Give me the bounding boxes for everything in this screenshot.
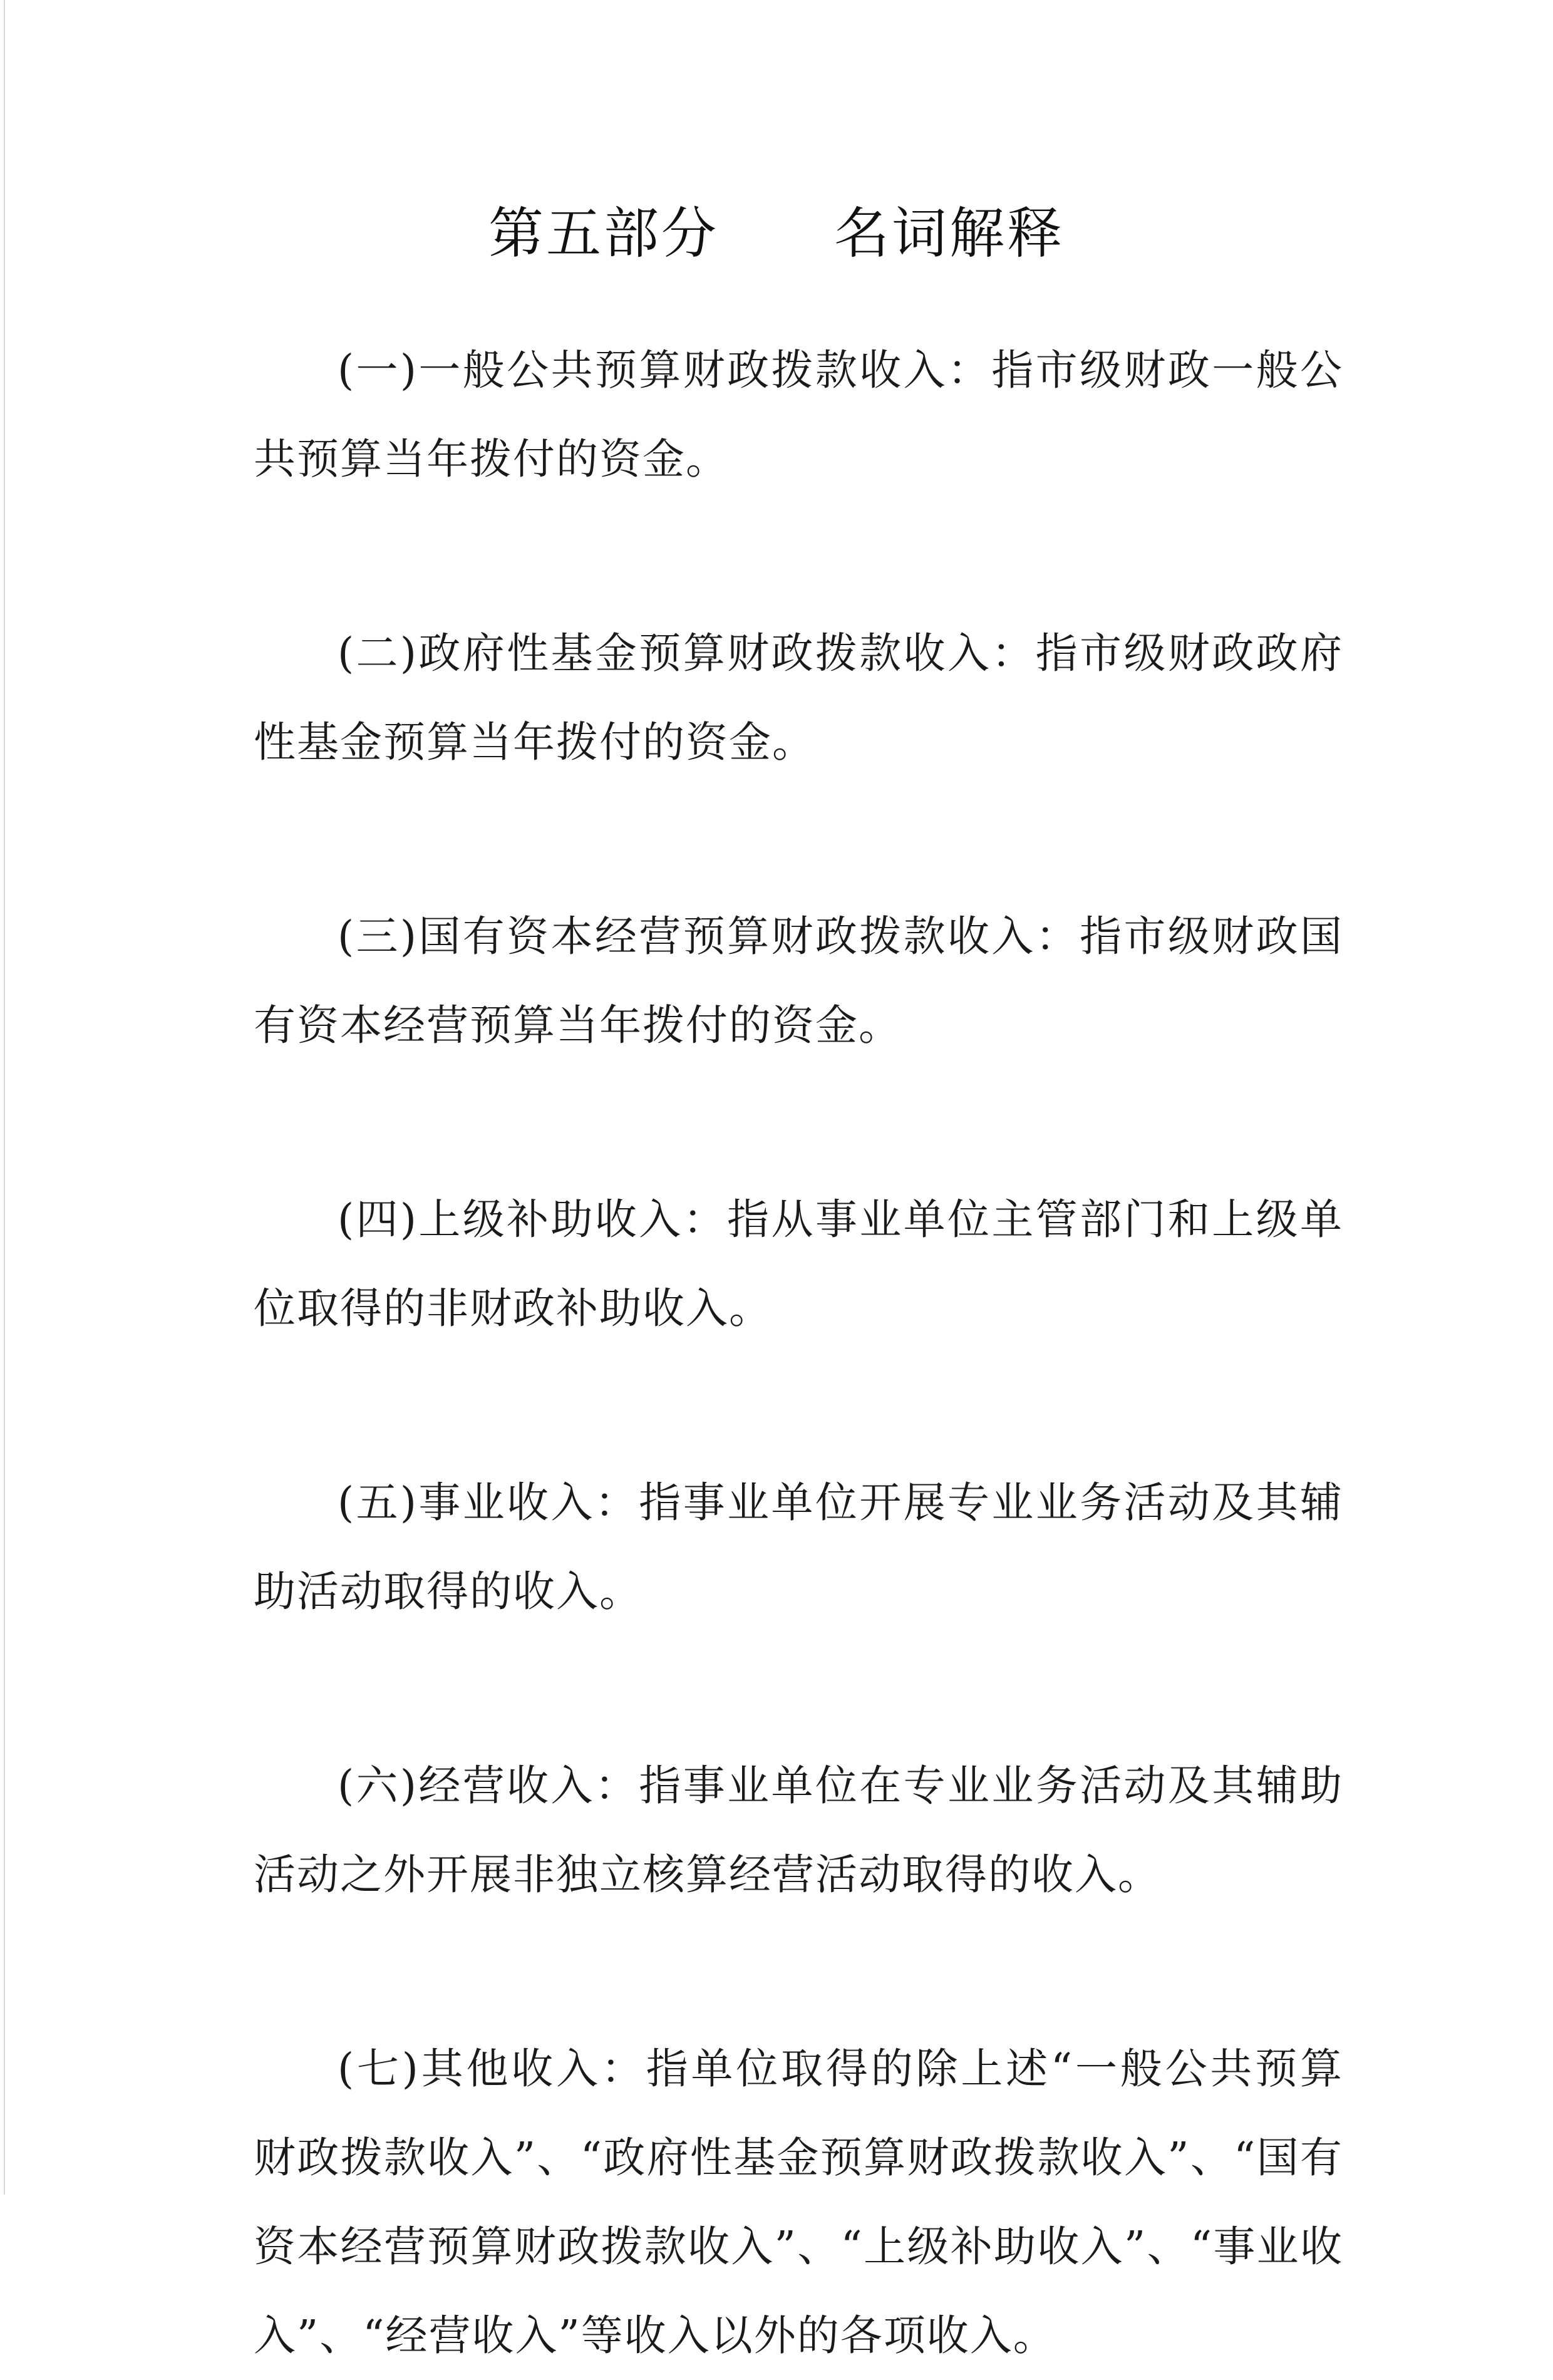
definition-paragraph-3: (三)国有资本经营预算财政拨款收入：指市级财政国有资本经营预算当年拨付的资金。 (254, 912, 1343, 1050)
definition-paragraph-2: (二)政府性基金预算财政拨款收入：指市级财政政府性基金预算当年拨付的资金。 (254, 629, 1343, 767)
definitions-list (254, 326, 1343, 2380)
page-title: 第五部分 名词解释 (488, 201, 1065, 266)
scan-edge-line (4, 0, 5, 2195)
definition-paragraph-4: (四)上级补助收入：指从事业单位主管部门和上级单位取得的非财政补助收入。 (254, 1195, 1343, 1333)
definition-paragraph-1: (一)一般公共预算财政拨款收入：指市级财政一般公共预算当年拨付的资金。 (254, 346, 1343, 484)
definition-paragraph-5: (五)事业收入：指事业单位开展专业业务活动及其辅助活动取得的收入。 (254, 1478, 1343, 1616)
definition-paragraph-6: (六)经营收入：指事业单位在专业业务活动及其辅助活动之外开展非独立核算经营活动取得的收入。 (254, 1761, 1343, 1899)
definition-paragraph-7: (七)其他收入：指单位取得的除上述“一般公共预算财政拨款收入”、“政府性基金预算财政拨款收入”、“国有资本经营预算财政拨款收入”、“上级补助收入”、“事业收入”、“经营收入”等收入以外的各项收入。 (254, 2044, 1343, 2360)
